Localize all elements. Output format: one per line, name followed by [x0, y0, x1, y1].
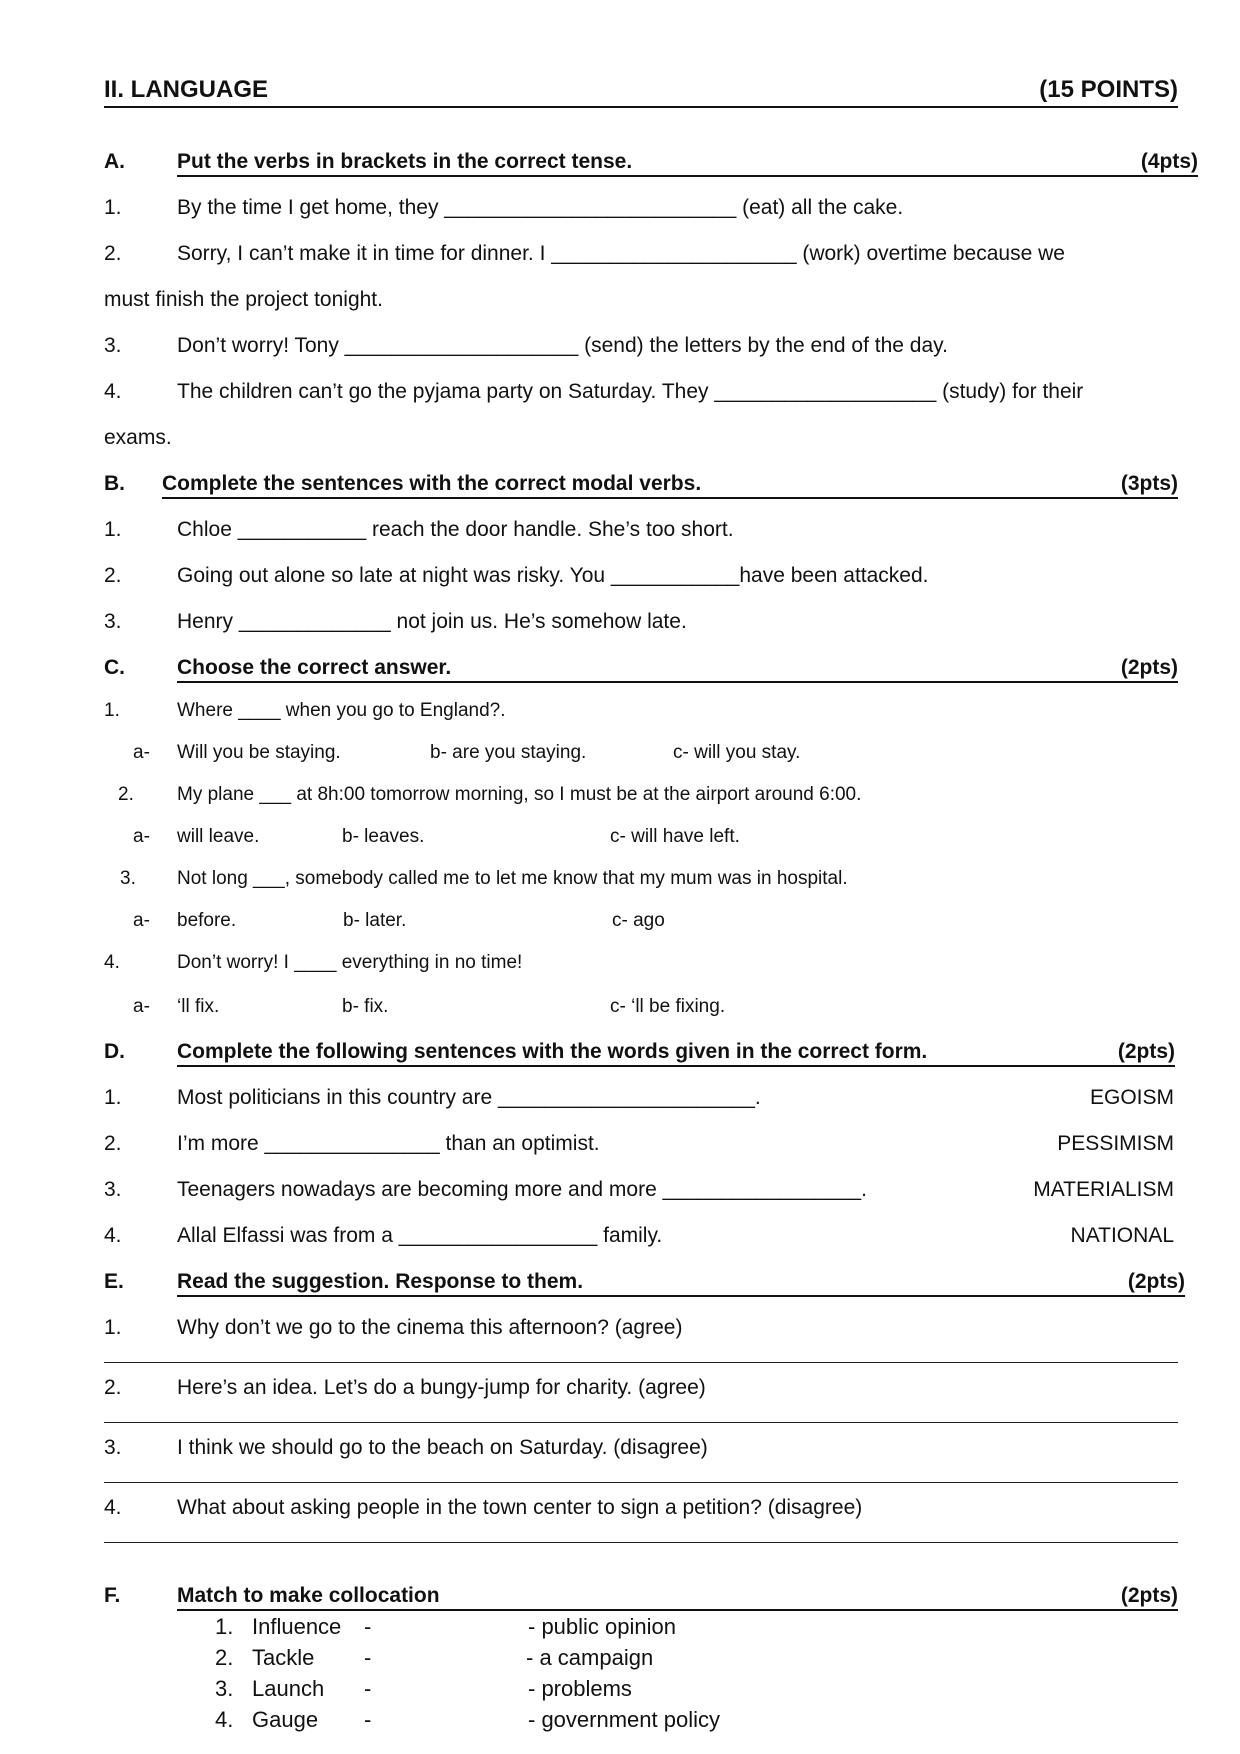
answer-line[interactable]: [104, 1542, 1178, 1543]
option-label: a-: [133, 742, 150, 763]
section-e-points: (2pts): [1127, 1270, 1185, 1293]
item-number: 4.: [104, 1496, 122, 1519]
question-text: Where ____ when you go to England?.: [177, 700, 506, 721]
match-right-item: - a campaign: [526, 1645, 654, 1670]
item-number: 3.: [104, 1178, 122, 1201]
section-b-title: [162, 470, 1178, 499]
section-a-instruction: Put the verbs in brackets in the correct tense.: [177, 150, 633, 173]
question-text: Henry _____________ not join us. He’s somehow late.: [177, 610, 687, 633]
option-label: a-: [133, 910, 150, 931]
question-text: Don’t worry! I ____ everything in no time!: [177, 952, 523, 973]
match-left-dash: -: [364, 1707, 372, 1732]
match-left-word: Tackle: [252, 1645, 315, 1670]
question-text: I think we should go to the beach on Saturday. (disagree): [177, 1436, 708, 1459]
section-header: [104, 76, 1178, 108]
question-text: My plane ___ at 8h:00 tomorrow morning, so I must be at the airport around 6:00.: [177, 784, 862, 805]
match-left-number: 4.: [215, 1707, 234, 1732]
option-label: a-: [133, 826, 150, 847]
section-c-points: (2pts): [1120, 656, 1178, 679]
section-a-title: [177, 148, 1198, 177]
section-f-title: [177, 1582, 1178, 1611]
section-c-letter: C.: [104, 656, 125, 679]
given-word: PESSIMISM: [1057, 1132, 1174, 1155]
item-number: 4.: [104, 380, 122, 403]
item-number: 2.: [118, 784, 134, 805]
option-label: a-: [133, 996, 150, 1017]
section-f-letter: F.: [104, 1584, 121, 1607]
match-left-number: 2.: [215, 1645, 234, 1670]
match-left-word: Launch: [252, 1676, 325, 1701]
answer-line[interactable]: [104, 1482, 1178, 1483]
section-e-title: [177, 1268, 1185, 1297]
item-number: 1.: [104, 196, 122, 219]
match-left-number: 1.: [215, 1614, 234, 1639]
section-a-points: (4pts): [1140, 150, 1198, 173]
match-right-item: - public opinion: [528, 1614, 676, 1639]
option-a: ‘ll fix.: [177, 996, 220, 1017]
section-b-points: (3pts): [1120, 472, 1178, 495]
question-text: Allal Elfassi was from a _________________ family.: [177, 1224, 663, 1247]
question-text: Here’s an idea. Let’s do a bungy-jump for charity. (agree): [177, 1376, 706, 1399]
section-d-points: (2pts): [1117, 1040, 1175, 1063]
option-c: c- ‘ll be fixing.: [610, 996, 726, 1017]
option-b: b- are you staying.: [430, 742, 587, 763]
question-text: Most politicians in this country are ______________________.: [177, 1086, 761, 1109]
option-b: b- fix.: [342, 996, 389, 1017]
question-text: Chloe ___________ reach the door handle. She’s too short.: [177, 518, 734, 541]
section-b-instruction: Complete the sentences with the correct modal verbs.: [162, 472, 702, 495]
section-d-title: [177, 1038, 1175, 1067]
question-text: Not long ___, somebody called me to let me know that my mum was in hospital.: [177, 868, 848, 889]
question-text: Sorry, I can’t make it in time for dinner. I _____________________ (work) overtime because we: [177, 242, 1065, 265]
match-left-word: Influence: [252, 1614, 342, 1639]
item-number: 3.: [120, 868, 136, 889]
section-d-letter: D.: [104, 1040, 125, 1063]
option-b: b- later.: [343, 910, 407, 931]
section-d-instruction: Complete the following sentences with the words given in the correct form.: [177, 1040, 928, 1063]
total-points: (15 POINTS): [1039, 76, 1178, 103]
given-word: EGOISM: [1089, 1086, 1174, 1109]
match-right-item: - problems: [528, 1676, 632, 1701]
match-left-dash: -: [364, 1645, 372, 1670]
question-text: Don’t worry! Tony ____________________ (send) the letters by the end of the day.: [177, 334, 948, 357]
section-f-instruction: Match to make collocation: [177, 1584, 440, 1607]
given-word: MATERIALISM: [1033, 1178, 1174, 1201]
answer-line[interactable]: [104, 1362, 1178, 1363]
question-text: I’m more _______________ than an optimist.: [177, 1132, 600, 1155]
item-number: 2.: [104, 1376, 122, 1399]
item-number: 4.: [104, 1224, 122, 1247]
item-number: 1.: [104, 1316, 122, 1339]
question-text: What about asking people in the town center to sign a petition? (disagree): [177, 1496, 863, 1519]
option-c: c- will have left.: [610, 826, 740, 847]
item-number: 1.: [104, 700, 120, 721]
page-title: II. LANGUAGE: [104, 76, 269, 103]
match-left-word: Gauge: [252, 1707, 319, 1732]
question-text: The children can’t go the pyjama party on Saturday. They ___________________ (study) for their: [177, 380, 1084, 403]
section-a-letter: A.: [104, 150, 125, 173]
item-number: 2.: [104, 1132, 122, 1155]
item-number: 2.: [104, 242, 122, 265]
question-text: Why don’t we go to the cinema this afternoon? (agree): [177, 1316, 683, 1339]
given-word: NATIONAL: [1070, 1224, 1174, 1247]
item-number: 2.: [104, 564, 122, 587]
section-e-letter: E.: [104, 1270, 124, 1293]
match-right-item: - government policy: [528, 1707, 720, 1732]
question-continuation: exams.: [104, 426, 172, 449]
option-a: before.: [177, 910, 237, 931]
item-number: 4.: [104, 952, 120, 973]
option-b: b- leaves.: [342, 826, 425, 847]
item-number: 3.: [104, 610, 122, 633]
section-c-title: [177, 654, 1178, 683]
question-text: By the time I get home, they _________________________ (eat) all the cake.: [177, 196, 904, 219]
section-b-letter: B.: [104, 472, 125, 495]
section-f-points: (2pts): [1120, 1584, 1178, 1607]
option-a: will leave.: [177, 826, 260, 847]
item-number: 3.: [104, 1436, 122, 1459]
match-left-dash: -: [364, 1676, 372, 1701]
item-number: 3.: [104, 334, 122, 357]
match-left-dash: -: [364, 1614, 372, 1639]
question-text: Teenagers nowadays are becoming more and more _________________.: [177, 1178, 867, 1201]
section-e-instruction: Read the suggestion. Response to them.: [177, 1270, 584, 1293]
question-text: Going out alone so late at night was risky. You ___________have been attacked.: [177, 564, 929, 587]
answer-line[interactable]: [104, 1422, 1178, 1423]
option-c: c- ago: [612, 910, 665, 931]
item-number: 1.: [104, 518, 122, 541]
question-continuation: must finish the project tonight.: [104, 288, 383, 311]
option-a: Will you be staying.: [177, 742, 341, 763]
option-c: c- will you stay.: [673, 742, 801, 763]
section-c-instruction: Choose the correct answer.: [177, 656, 452, 679]
item-number: 1.: [104, 1086, 122, 1109]
match-left-number: 3.: [215, 1676, 234, 1701]
